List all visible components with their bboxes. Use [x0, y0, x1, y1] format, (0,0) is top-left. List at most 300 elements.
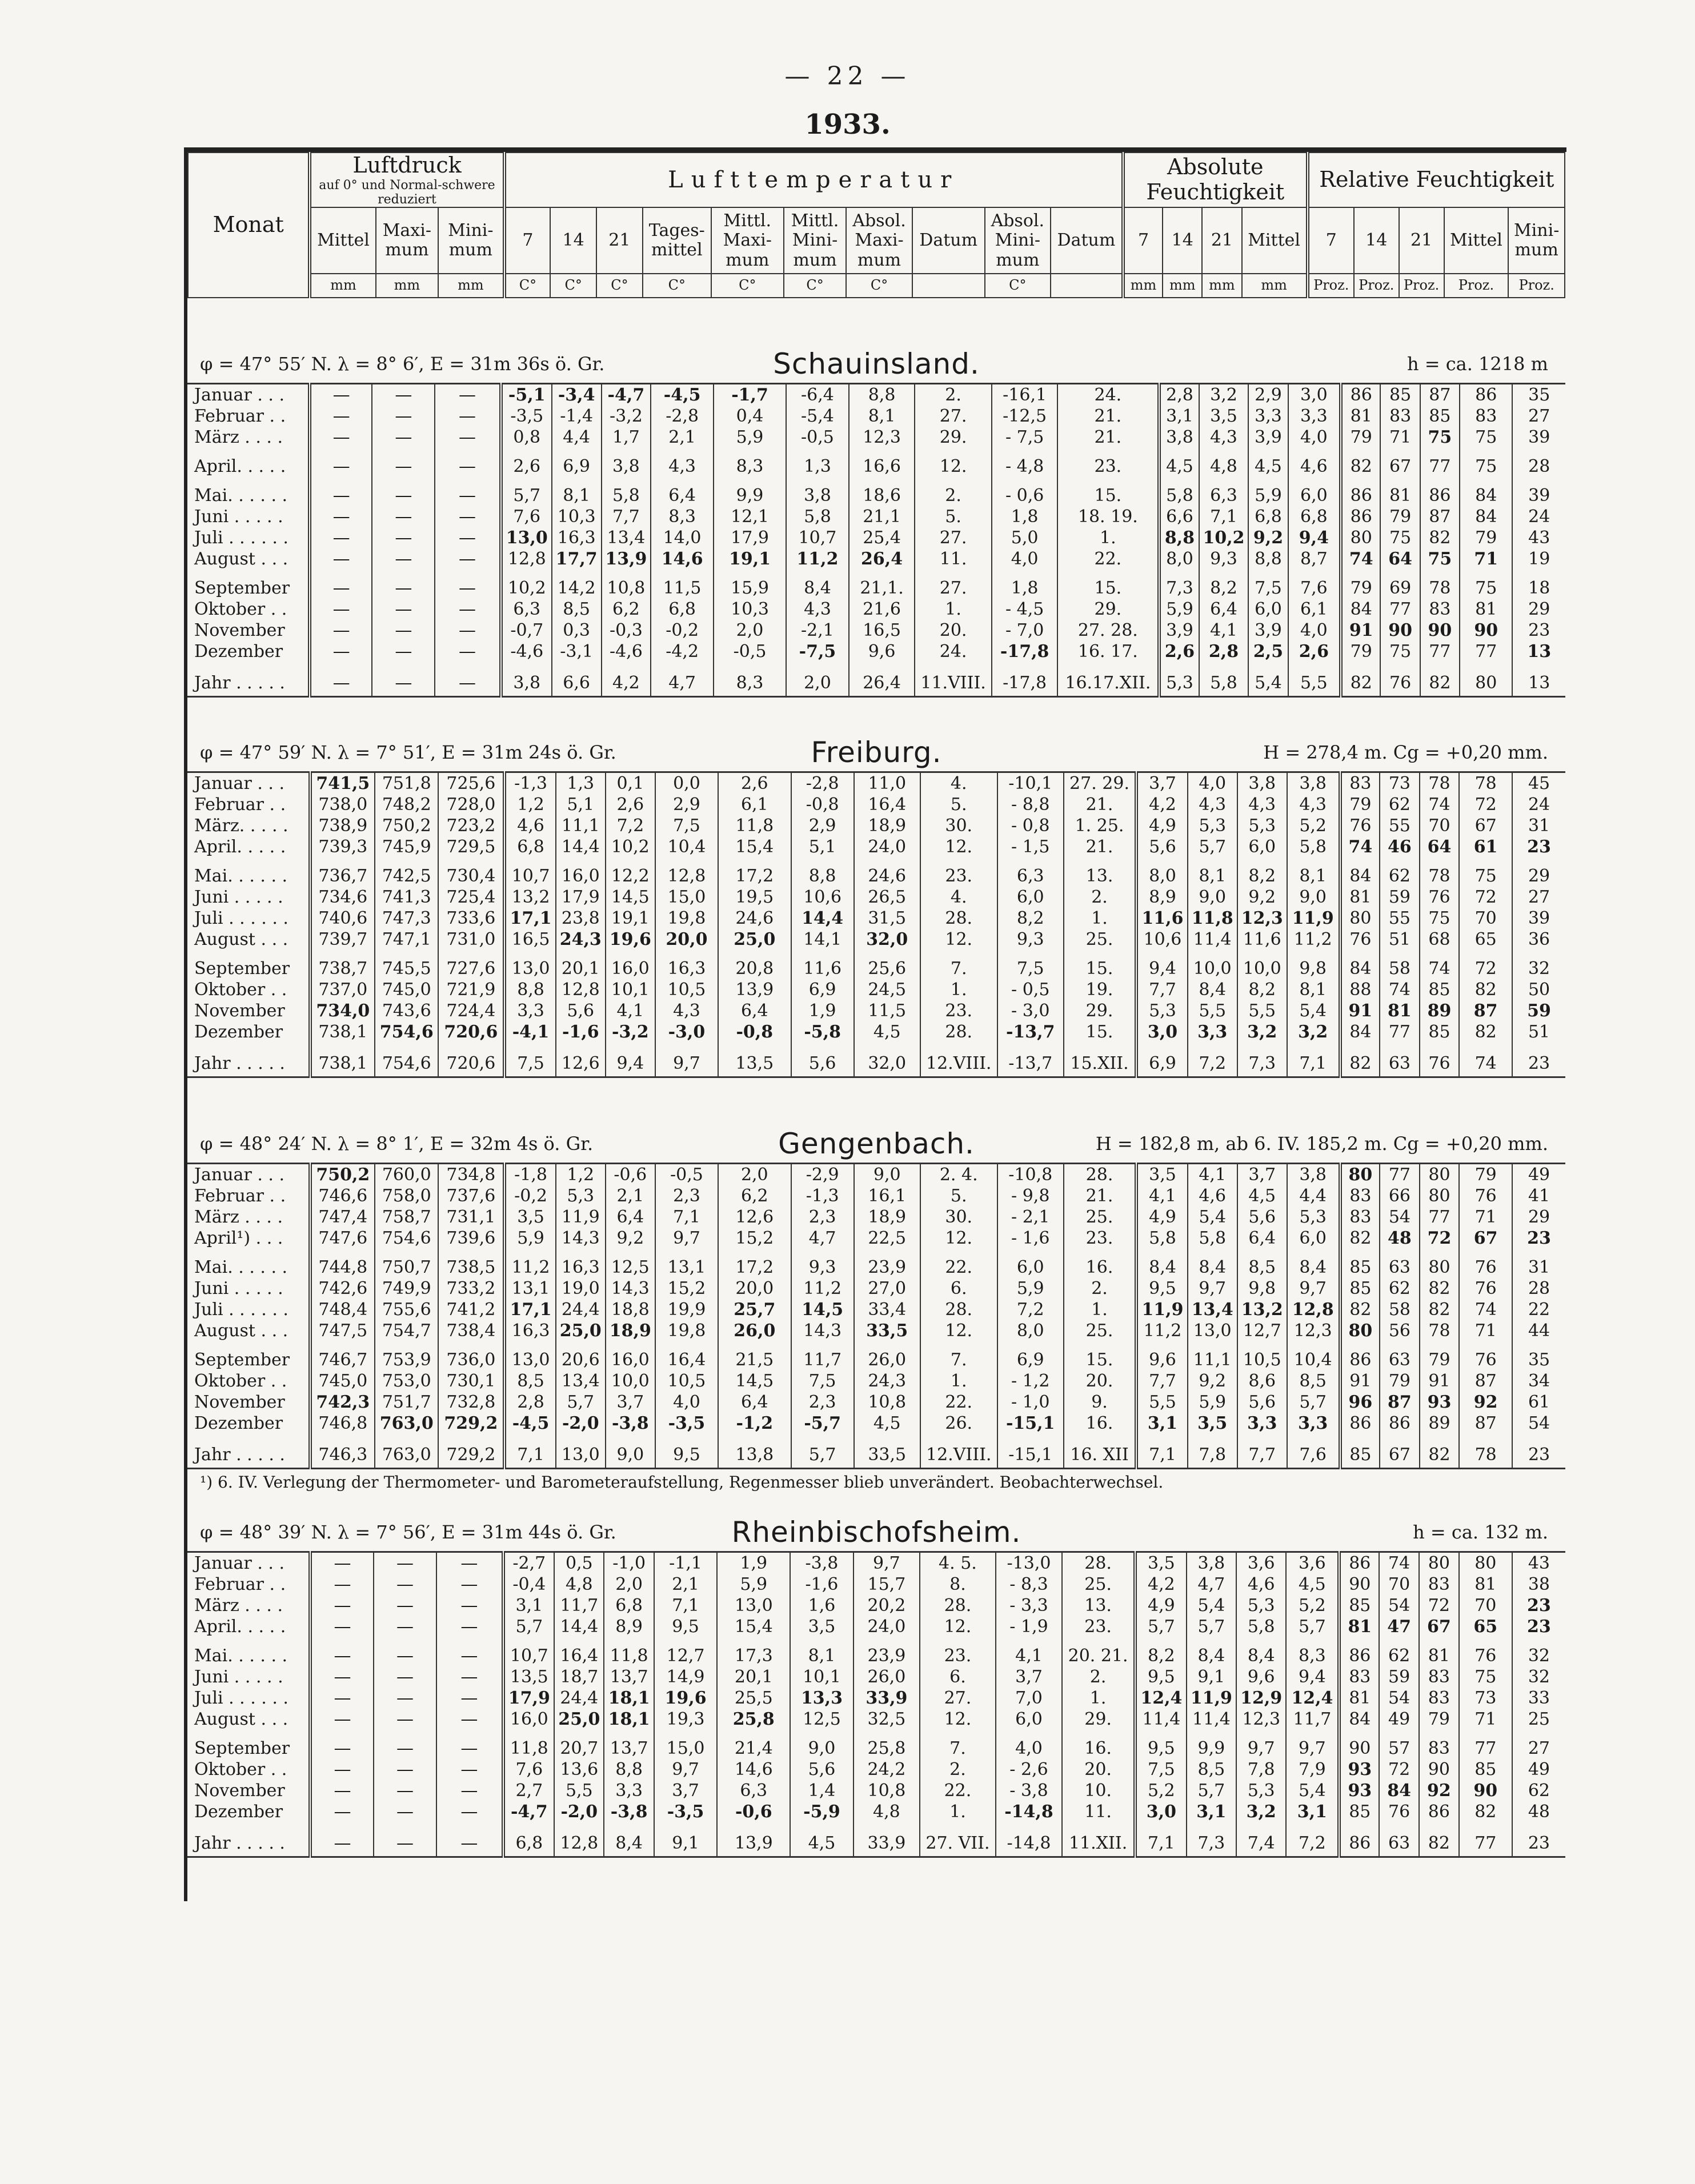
- data-cell: -10,1: [997, 772, 1064, 795]
- data-cell: 71: [1459, 1207, 1512, 1228]
- data-cell: 71: [1380, 427, 1420, 448]
- data-cell: 5,5: [1136, 1392, 1187, 1413]
- data-cell: 9,5: [1136, 1278, 1187, 1299]
- data-cell: -0,5: [655, 1164, 718, 1186]
- data-cell: 4,5: [1286, 1574, 1339, 1595]
- data-cell: 47: [1379, 1616, 1419, 1637]
- data-cell: -0,5: [714, 641, 786, 662]
- data-cell: 14,1: [791, 929, 854, 950]
- data-cell: 17,9: [556, 887, 606, 908]
- data-cell: 6,3: [501, 599, 552, 620]
- data-cell: 16,0: [606, 1341, 655, 1370]
- data-cell: —: [310, 1552, 374, 1574]
- data-cell: 86: [1341, 477, 1380, 506]
- data-cell: 13,9: [602, 548, 651, 570]
- data-cell: 54: [1379, 1688, 1419, 1709]
- data-cell: —: [436, 1730, 503, 1759]
- table-row: [187, 548, 1565, 570]
- data-cell: 15.: [1057, 477, 1159, 506]
- data-cell: 12.VIII.: [920, 1434, 997, 1469]
- data-cell: —: [435, 406, 501, 427]
- data-cell: - 3,0: [997, 1000, 1064, 1021]
- column-label: 14: [1354, 207, 1399, 274]
- data-cell: 82: [1420, 1299, 1460, 1320]
- table-row: [187, 1616, 1565, 1637]
- data-cell: 19,6: [654, 1688, 718, 1709]
- data-cell: -1,1: [654, 1552, 718, 1574]
- data-cell: 9,5: [654, 1616, 718, 1637]
- month-cell: Januar . . .: [187, 1164, 310, 1186]
- data-cell: 4,2: [1136, 794, 1187, 815]
- data-cell: 80: [1420, 1249, 1460, 1278]
- data-cell: 3,1: [1286, 1801, 1339, 1822]
- data-cell: 0,1: [606, 772, 655, 795]
- data-cell: —: [374, 1801, 437, 1822]
- data-cell: 9,6: [849, 641, 915, 662]
- data-cell: 27.: [915, 406, 992, 427]
- data-cell: 24,4: [556, 1299, 606, 1320]
- data-cell: 75: [1380, 527, 1420, 548]
- data-cell: 1,2: [504, 794, 555, 815]
- data-cell: 8,5: [552, 599, 602, 620]
- data-cell: 10,2: [606, 836, 655, 857]
- year-heading: 1933.: [804, 109, 891, 141]
- data-cell: 5,7: [791, 1434, 854, 1469]
- data-cell: -1,6: [790, 1574, 853, 1595]
- data-cell: 10,1: [790, 1666, 853, 1688]
- data-cell: - 3,8: [996, 1780, 1062, 1801]
- data-cell: 5,1: [791, 836, 854, 857]
- data-cell: 8,8: [604, 1759, 654, 1780]
- data-cell: 4,8: [554, 1574, 604, 1595]
- data-cell: 70: [1459, 908, 1512, 929]
- month-cell: Dezember: [187, 641, 310, 662]
- data-cell: 80: [1420, 1185, 1460, 1207]
- data-cell: 12,7: [1237, 1320, 1287, 1341]
- data-cell: 9,8: [1237, 1278, 1287, 1299]
- data-cell: 5.: [915, 506, 992, 527]
- data-cell: 721,9: [438, 979, 504, 1000]
- data-cell: 8,5: [1237, 1249, 1287, 1278]
- data-cell: 10,8: [602, 570, 651, 599]
- data-cell: 13,1: [504, 1278, 555, 1299]
- data-cell: 87: [1459, 1413, 1512, 1434]
- month-cell: Juni . . . . .: [187, 1666, 310, 1688]
- data-cell: 76: [1379, 1801, 1419, 1822]
- data-cell: 83: [1419, 1688, 1459, 1709]
- data-cell: 78: [1420, 772, 1460, 795]
- data-cell: 29.: [1062, 1709, 1135, 1730]
- data-cell: 5,2: [1287, 815, 1340, 836]
- data-cell: 3,5: [1135, 1552, 1187, 1574]
- data-cell: 751,8: [375, 772, 438, 795]
- data-cell: 8,2: [1135, 1637, 1187, 1666]
- data-cell: —: [310, 1666, 374, 1688]
- table-row: [187, 1730, 1565, 1759]
- table-row: [187, 1164, 1565, 1186]
- data-cell: 25.: [1064, 1320, 1137, 1341]
- data-cell: 18,8: [606, 1299, 655, 1320]
- data-cell: -1,2: [718, 1413, 791, 1434]
- data-cell: —: [374, 1780, 437, 1801]
- data-cell: 85: [1340, 1249, 1380, 1278]
- data-cell: 72: [1459, 950, 1512, 979]
- data-cell: 92: [1419, 1780, 1459, 1801]
- data-cell: 1,6: [790, 1595, 853, 1616]
- data-cell: 80: [1340, 1164, 1380, 1186]
- data-cell: —: [435, 620, 501, 641]
- data-cell: 3,8: [602, 448, 651, 477]
- data-cell: 9,0: [1287, 887, 1340, 908]
- data-cell: 20,7: [554, 1730, 604, 1759]
- data-cell: 79: [1340, 794, 1380, 815]
- data-cell: 81: [1459, 1574, 1512, 1595]
- data-cell: 54: [1379, 1595, 1419, 1616]
- month-cell: Mai. . . . . .: [187, 1637, 310, 1666]
- data-cell: 1.: [1062, 1688, 1135, 1709]
- data-cell: 76: [1420, 1043, 1460, 1077]
- data-cell: 16.17.XII.: [1057, 662, 1159, 697]
- data-cell: 7.: [920, 1341, 997, 1370]
- data-cell: 5,5: [1237, 1000, 1287, 1021]
- column-label: Datum: [912, 207, 985, 274]
- data-cell: 7,5: [1135, 1759, 1187, 1780]
- data-cell: 10,6: [1136, 929, 1187, 950]
- data-cell: 9,7: [655, 1043, 718, 1077]
- data-cell: 737,0: [310, 979, 375, 1000]
- data-cell: 3,1: [1187, 1801, 1236, 1822]
- data-cell: 9,5: [1135, 1666, 1187, 1688]
- data-cell: 77: [1380, 1164, 1420, 1186]
- data-cell: 93: [1339, 1759, 1379, 1780]
- data-cell: 4,2: [1135, 1574, 1187, 1595]
- station-title-bar: [187, 708, 1565, 771]
- data-cell: 10,7: [503, 1637, 555, 1666]
- data-cell: 2,9: [655, 794, 718, 815]
- data-cell: 8,5: [504, 1370, 555, 1392]
- data-cell: 5,8: [1287, 836, 1340, 857]
- data-cell: 23.: [1057, 448, 1159, 477]
- data-cell: -13,0: [996, 1552, 1062, 1574]
- data-cell: 14,4: [791, 908, 854, 929]
- month-cell: Juni . . . . .: [187, 1278, 310, 1299]
- table-row: [187, 908, 1565, 929]
- data-cell: 5,4: [1286, 1780, 1339, 1801]
- data-cell: 10,3: [552, 506, 602, 527]
- data-cell: 90: [1459, 1780, 1512, 1801]
- data-cell: -3,5: [655, 1413, 718, 1434]
- data-cell: 1,7: [602, 427, 651, 448]
- data-cell: —: [310, 448, 372, 477]
- data-cell: —: [435, 477, 501, 506]
- data-cell: 9,4: [606, 1043, 655, 1077]
- data-cell: 737,6: [438, 1185, 504, 1207]
- data-cell: —: [436, 1574, 503, 1595]
- data-cell: 21.: [1064, 794, 1137, 815]
- data-cell: 8,3: [1286, 1637, 1339, 1666]
- data-cell: 25.: [1064, 929, 1137, 950]
- data-cell: 20,8: [718, 950, 791, 979]
- data-cell: -1,3: [791, 1185, 854, 1207]
- data-cell: 10,1: [606, 979, 655, 1000]
- data-cell: 8,4: [604, 1822, 654, 1857]
- data-cell: —: [436, 1616, 503, 1637]
- data-cell: 8.: [920, 1574, 996, 1595]
- data-cell: 2,5: [1248, 641, 1288, 662]
- data-cell: —: [435, 384, 501, 406]
- data-cell: 13,0: [717, 1595, 790, 1616]
- data-cell: -0,7: [501, 620, 552, 641]
- data-cell: 7,7: [1136, 1370, 1187, 1392]
- data-cell: 11.VIII.: [915, 662, 992, 697]
- month-cell: April. . . . .: [187, 1616, 310, 1637]
- data-cell: 14,2: [552, 570, 602, 599]
- data-cell: 1,9: [791, 1000, 854, 1021]
- data-cell: 8,4: [1287, 1249, 1340, 1278]
- data-cell: 11,4: [1135, 1709, 1187, 1730]
- table-row: [187, 641, 1565, 662]
- data-cell: 51: [1380, 929, 1420, 950]
- data-cell: 28: [1528, 1279, 1550, 1299]
- data-cell: 32,0: [854, 1043, 920, 1077]
- data-cell: 87: [1459, 1000, 1512, 1021]
- data-cell: 2,8: [1159, 384, 1199, 406]
- table-row: [187, 1299, 1565, 1320]
- data-cell: 8,5: [1287, 1370, 1340, 1392]
- data-cell: 14,5: [718, 1370, 791, 1392]
- data-cell: 79: [1341, 641, 1380, 662]
- data-cell: 18: [1528, 578, 1550, 598]
- data-cell: 80: [1341, 527, 1380, 548]
- data-cell: —: [310, 506, 372, 527]
- data-cell: 10,6: [791, 887, 854, 908]
- data-cell: 32,5: [853, 1709, 920, 1730]
- data-cell: -4,5: [504, 1413, 555, 1434]
- data-cell: 7,4: [1236, 1822, 1286, 1857]
- data-cell: 6,4: [718, 1000, 791, 1021]
- data-cell: 2,0: [786, 662, 849, 697]
- data-cell: -5,9: [790, 1801, 853, 1822]
- data-cell: 31,5: [854, 908, 920, 929]
- data-cell: 5,3: [556, 1185, 606, 1207]
- data-cell: 730,1: [438, 1370, 504, 1392]
- data-cell: 74: [1341, 548, 1380, 570]
- column-label: Mittel: [1444, 207, 1509, 274]
- data-cell: -4,1: [504, 1021, 555, 1043]
- data-cell: 44: [1528, 1321, 1550, 1341]
- column-label: 7: [1308, 207, 1354, 274]
- data-cell: 16,4: [655, 1341, 718, 1370]
- data-cell: 5,7: [503, 1616, 555, 1637]
- data-cell: 75: [1460, 448, 1512, 477]
- data-cell: —: [374, 1595, 437, 1616]
- table-row: [187, 1249, 1565, 1278]
- data-cell: 74: [1380, 979, 1420, 1000]
- data-cell: 14,6: [651, 548, 714, 570]
- data-cell: 7,5: [1248, 570, 1288, 599]
- data-cell: 6,8: [1288, 506, 1341, 527]
- data-cell: 744,8: [310, 1249, 375, 1278]
- data-cell: 5,6: [791, 1043, 854, 1077]
- data-cell: 9,7: [655, 1228, 718, 1249]
- month-cell: Oktober . .: [187, 599, 310, 620]
- header-luftdruck: [310, 153, 504, 207]
- data-cell: 5,6: [1237, 1392, 1287, 1413]
- station-coordinates: φ = 47° 59′ N. λ = 7° 51′, E = 31m 24s ö. Gr.: [200, 742, 616, 763]
- data-cell: 4.: [920, 772, 997, 795]
- table-row: [187, 384, 1565, 406]
- data-cell: 4,3: [1237, 794, 1287, 815]
- data-cell: 14,0: [651, 527, 714, 548]
- data-cell: —: [436, 1780, 503, 1801]
- data-cell: 64: [1420, 836, 1460, 857]
- data-cell: 71: [1460, 548, 1512, 570]
- data-cell: 25,6: [854, 950, 920, 979]
- data-cell: 35: [1528, 385, 1550, 405]
- data-cell: —: [310, 427, 372, 448]
- data-cell: 23,9: [854, 1249, 920, 1278]
- data-cell: 15.: [1064, 950, 1137, 979]
- data-cell: 77: [1460, 641, 1512, 662]
- data-cell: 62: [1380, 857, 1420, 887]
- month-cell: Januar . . .: [187, 772, 310, 795]
- data-cell: 2,7: [503, 1780, 555, 1801]
- data-cell: 54: [1380, 1207, 1420, 1228]
- data-cell: 72: [1419, 1595, 1459, 1616]
- data-cell: 11,7: [791, 1341, 854, 1370]
- month-cell: November: [187, 1000, 310, 1021]
- data-cell: 19,8: [655, 908, 718, 929]
- data-cell: 5,9: [1159, 599, 1199, 620]
- data-cell: 91: [1341, 620, 1380, 641]
- data-cell: 10,2: [501, 570, 552, 599]
- data-cell: - 4,5: [992, 599, 1058, 620]
- data-cell: 75: [1460, 427, 1512, 448]
- data-cell: 93: [1420, 1392, 1460, 1413]
- data-cell: 10,7: [786, 527, 849, 548]
- data-cell: 82: [1341, 662, 1380, 697]
- data-cell: 28.: [920, 1021, 997, 1043]
- data-cell: 6,9: [552, 448, 602, 477]
- data-cell: 4,1: [996, 1637, 1062, 1666]
- data-cell: 743,6: [375, 1000, 438, 1021]
- data-cell: 758,0: [375, 1185, 438, 1207]
- unit-label: C°: [550, 274, 596, 298]
- data-cell: 32,0: [854, 929, 920, 950]
- data-cell: 19,0: [556, 1278, 606, 1299]
- month-cell: Februar . .: [187, 1574, 310, 1595]
- data-cell: 10.: [1062, 1780, 1135, 1801]
- data-cell: 5,7: [1187, 1616, 1236, 1637]
- data-cell: 24: [1528, 507, 1550, 527]
- month-cell: Dezember: [187, 1801, 310, 1822]
- data-cell: 28.: [1064, 1164, 1137, 1186]
- data-cell: 741,2: [438, 1299, 504, 1320]
- data-cell: 23,9: [853, 1637, 920, 1666]
- data-cell: 74: [1420, 950, 1460, 979]
- data-cell: 76: [1420, 887, 1460, 908]
- data-cell: 16,5: [504, 929, 555, 950]
- station-name: Gengenbach.: [778, 1127, 975, 1160]
- data-cell: 93: [1339, 1780, 1379, 1801]
- data-cell: 12.: [920, 836, 997, 857]
- data-cell: 15,4: [718, 836, 791, 857]
- data-cell: 72: [1420, 1228, 1460, 1249]
- data-cell: 96: [1340, 1392, 1380, 1413]
- data-cell: 11,2: [504, 1249, 555, 1278]
- data-cell: 22.: [920, 1780, 996, 1801]
- month-cell: April. . . . .: [187, 836, 310, 857]
- data-cell: 2,1: [651, 427, 714, 448]
- data-cell: —: [374, 1666, 437, 1688]
- station-height: H = 182,8 m, ab 6. IV. 185,2 m. Cg = +0,20 mm.: [1095, 1133, 1548, 1155]
- data-cell: 39: [1528, 908, 1550, 928]
- data-cell: 81: [1460, 599, 1512, 620]
- data-cell: —: [310, 599, 372, 620]
- data-cell: 85: [1420, 406, 1460, 427]
- data-cell: 725,6: [438, 772, 504, 795]
- column-label: Datum: [1051, 207, 1123, 274]
- data-cell: 75: [1380, 641, 1420, 662]
- data-cell: 90: [1339, 1574, 1379, 1595]
- data-cell: 10,5: [1237, 1341, 1287, 1370]
- data-cell: —: [436, 1759, 503, 1780]
- data-cell: 5,7: [1187, 1780, 1236, 1801]
- data-cell: 77: [1420, 641, 1460, 662]
- data-cell: 90: [1460, 620, 1512, 641]
- data-cell: 26,4: [849, 662, 915, 697]
- data-cell: 34: [1528, 1371, 1550, 1391]
- data-cell: 3,3: [1188, 1021, 1237, 1043]
- data-cell: 76: [1340, 929, 1380, 950]
- month-cell: Jahr . . . . .: [187, 662, 310, 697]
- data-cell: 4,3: [651, 448, 714, 477]
- data-cell: 83: [1460, 406, 1512, 427]
- data-cell: 4,5: [1248, 448, 1288, 477]
- month-cell: Januar . . .: [187, 384, 310, 406]
- data-cell: 4,0: [992, 548, 1058, 570]
- data-cell: -1,7: [714, 384, 786, 406]
- station-table: [187, 771, 1565, 1078]
- month-cell: August . . .: [187, 929, 310, 950]
- data-cell: 5,0: [992, 527, 1058, 548]
- unit-label: C°: [711, 274, 784, 298]
- data-cell: 33,9: [853, 1688, 920, 1709]
- data-cell: 82: [1341, 448, 1380, 477]
- data-cell: 8,6: [1237, 1370, 1287, 1392]
- data-cell: 7,3: [1159, 570, 1199, 599]
- data-cell: 11.XII.: [1062, 1822, 1135, 1857]
- data-cell: 750,2: [310, 1164, 375, 1186]
- data-cell: —: [436, 1666, 503, 1688]
- month-cell: Dezember: [187, 1021, 310, 1043]
- data-cell: 82: [1459, 1021, 1512, 1043]
- data-cell: 6,8: [651, 599, 714, 620]
- data-cell: 2,0: [604, 1574, 654, 1595]
- month-cell: Oktober . .: [187, 1759, 310, 1780]
- data-cell: 12,8: [554, 1822, 604, 1857]
- month-cell: Februar . .: [187, 406, 310, 427]
- unit-label: [912, 274, 985, 298]
- month-cell: Juli . . . . . .: [187, 1688, 310, 1709]
- data-cell: —: [310, 1637, 374, 1666]
- data-cell: 4,6: [1236, 1574, 1286, 1595]
- data-cell: 77: [1380, 1021, 1420, 1043]
- data-cell: -3,5: [654, 1801, 718, 1822]
- data-cell: 8,5: [1187, 1759, 1236, 1780]
- data-cell: 10,5: [655, 1370, 718, 1392]
- data-cell: -2,8: [791, 772, 854, 795]
